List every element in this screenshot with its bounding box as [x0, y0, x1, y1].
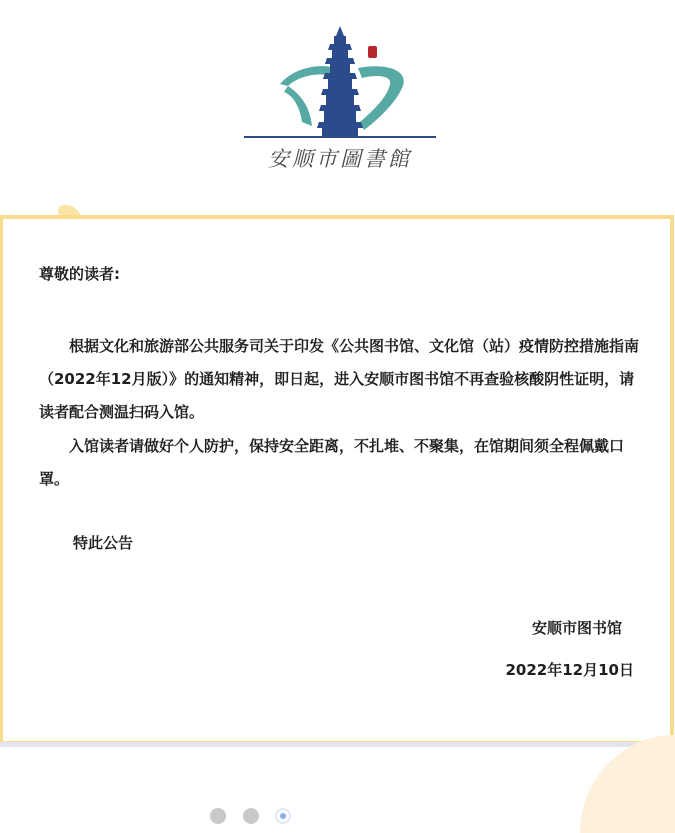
active-dot-indicator — [280, 813, 286, 819]
notice-date: 2022年12月10日 — [505, 661, 634, 679]
notice-greeting: 尊敬的读者: — [39, 265, 120, 283]
pager-dot-active[interactable] — [275, 808, 291, 824]
notice-paragraph: 入馆读者请做好个人防护，保持安全距离，不扎堆、不聚集，在馆期间须全程佩戴口罩。 — [39, 437, 625, 488]
pager-dot[interactable] — [243, 808, 259, 824]
card-bottom-shadow — [0, 742, 675, 747]
header-logo-area — [0, 0, 675, 215]
library-logo-text: 安顺市圖書館 — [268, 147, 412, 171]
corner-decoration — [580, 735, 675, 833]
notice-card — [0, 215, 674, 745]
notice-closing: 特此公告 — [73, 534, 134, 552]
pager-dot[interactable] — [210, 808, 226, 824]
library-logo-icon — [240, 22, 440, 147]
notice-content — [3, 219, 670, 741]
notice-signature: 安顺市图书馆 — [531, 619, 622, 637]
notice-paragraph: 根据文化和旅游部公共服务司关于印发《公共图书馆、文化馆（站）疫情防控措施指南（2022年12月版）》的通知精神，即日起，进入安顺市图书馆不再查验核酸阴性证明，请读者配合测温扫码入馆。 — [39, 337, 640, 421]
